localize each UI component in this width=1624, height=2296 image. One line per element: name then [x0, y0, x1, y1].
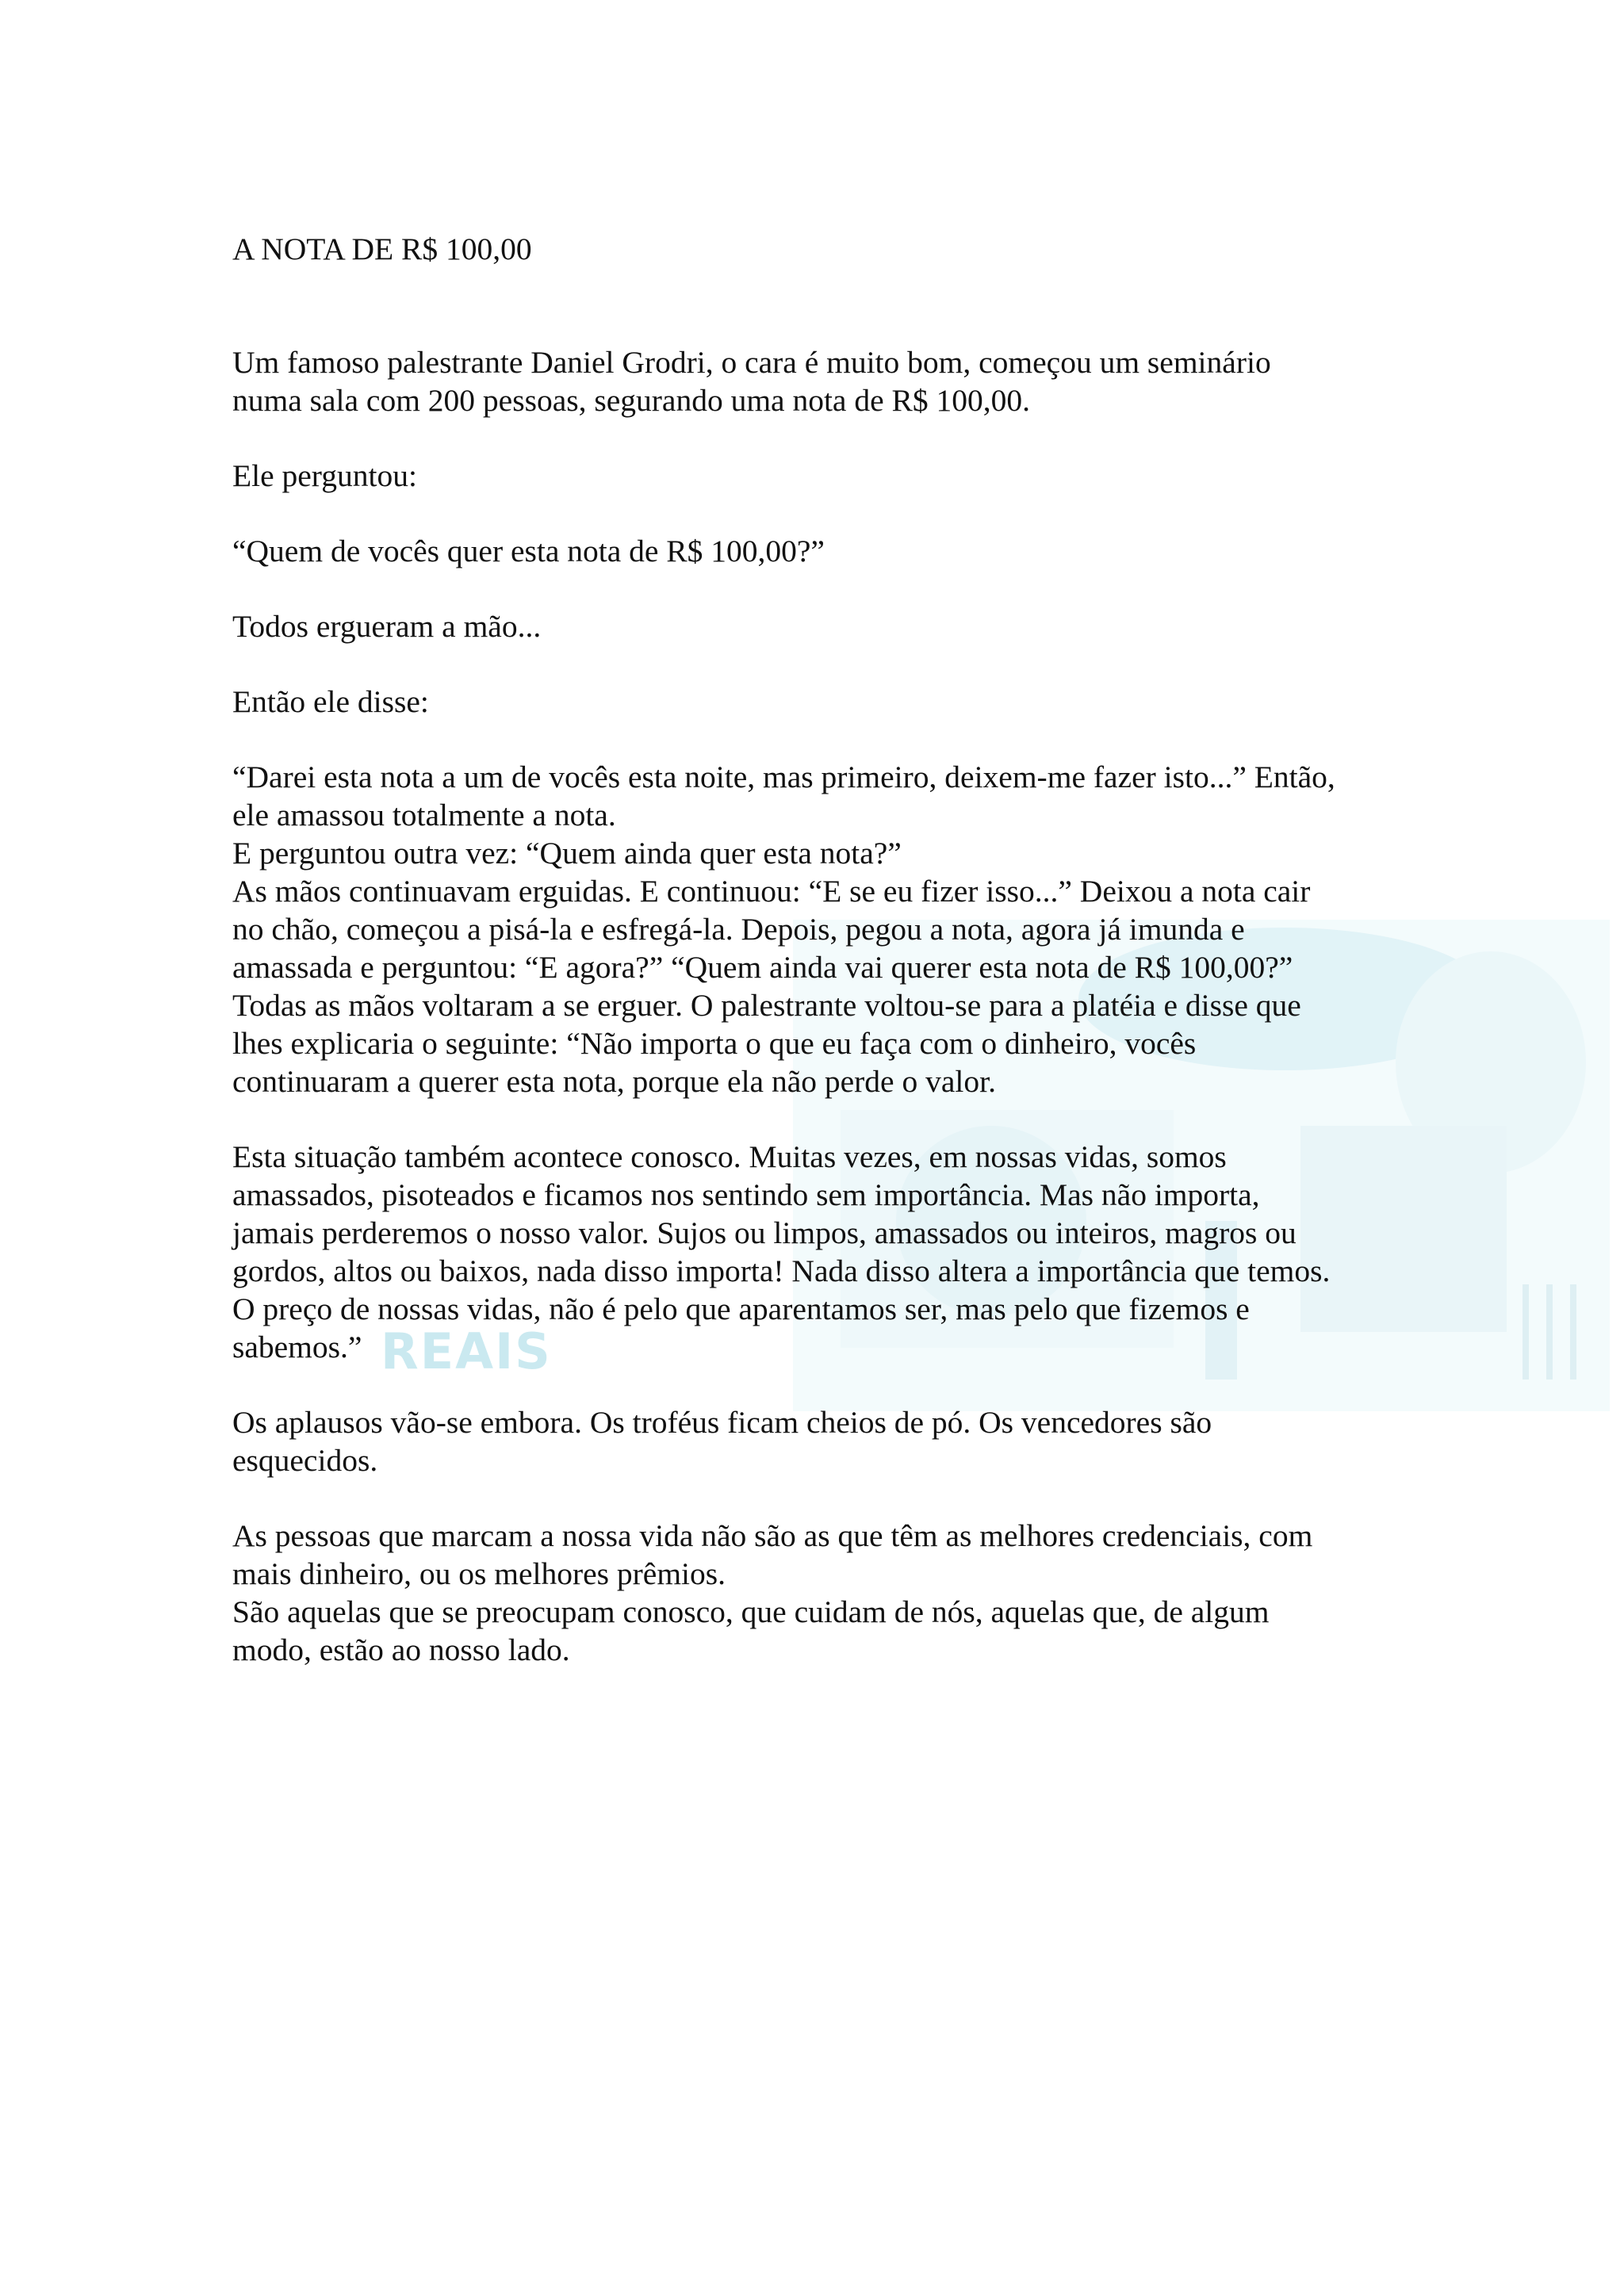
- paragraph-line: Ele perguntou:: [232, 458, 417, 493]
- paragraph-line: Todas as mãos voltaram a se erguer. O palestrante voltou-se para a platéia e disse que: [232, 988, 1301, 1023]
- paragraph-line: sabemos.”: [232, 1330, 362, 1364]
- paragraph-line: E perguntou outra vez: “Quem ainda quer esta nota?”: [232, 836, 902, 871]
- paragraph-line: numa sala com 200 pessoas, segurando uma nota de R$ 100,00.: [232, 383, 1030, 418]
- paragraph-line: gordos, altos ou baixos, nada disso importa! Nada disso altera a importância que temos.: [232, 1253, 1331, 1288]
- paragraph-line: esquecidos.: [232, 1443, 378, 1478]
- paragraph-line: jamais perderemos o nosso valor. Sujos ou limpos, amassados ou inteiros, magros ou: [232, 1215, 1297, 1250]
- paragraph-line: Os aplausos vão-se embora. Os troféus ficam cheios de pó. Os vencedores são: [232, 1405, 1212, 1440]
- paragraph-line: Um famoso palestrante Daniel Grodri, o cara é muito bom, começou um seminário: [232, 345, 1271, 380]
- paragraph-line: continuaram a querer esta nota, porque ela não perde o valor.: [232, 1064, 996, 1099]
- document-title: A NOTA DE R$ 100,00: [232, 232, 532, 266]
- paragraph-line: mais dinheiro, ou os melhores prêmios.: [232, 1556, 726, 1591]
- paragraph-line: “Quem de vocês quer esta nota de R$ 100,00?”: [232, 534, 825, 568]
- paragraph-line: Todos ergueram a mão...: [232, 609, 542, 644]
- paragraph-line: ele amassou totalmente a nota.: [232, 798, 616, 832]
- paragraph-line: O preço de nossas vidas, não é pelo que aparentamos ser, mas pelo que fizemos e: [232, 1292, 1250, 1326]
- watermark-reais-label: REAIS: [381, 1322, 552, 1380]
- paragraph-line: Esta situação também acontece conosco. Muitas vezes, em nossas vidas, somos: [232, 1139, 1227, 1174]
- paragraph-line: São aquelas que se preocupam conosco, que cuidam de nós, aquelas que, de algum: [232, 1594, 1270, 1629]
- paragraph-line: Então ele disse:: [232, 684, 429, 719]
- paragraph-line: As mãos continuavam erguidas. E continuou: “E se eu fizer isso...” Deixou a nota cair: [232, 874, 1311, 909]
- paragraph-line: “Darei esta nota a um de vocês esta noite, mas primeiro, deixem-me fazer isto...” Então,: [232, 760, 1335, 794]
- paragraph-line: lhes explicaria o seguinte: “Não importa o que eu faça com o dinheiro, vocês: [232, 1026, 1197, 1061]
- paragraph-line: no chão, começou a pisá-la e esfregá-la. Depois, pegou a nota, agora já imunda e: [232, 912, 1245, 947]
- paragraph-line: amassada e perguntou: “E agora?” “Quem ainda vai querer esta nota de R$ 100,00?”: [232, 950, 1293, 985]
- paragraph-line: modo, estão ao nosso lado.: [232, 1632, 570, 1667]
- paragraph-line: As pessoas que marcam a nossa vida não são as que têm as melhores credenciais, com: [232, 1518, 1313, 1553]
- paragraph-line: amassados, pisoteados e ficamos nos sentindo sem importância. Mas não importa,: [232, 1177, 1260, 1212]
